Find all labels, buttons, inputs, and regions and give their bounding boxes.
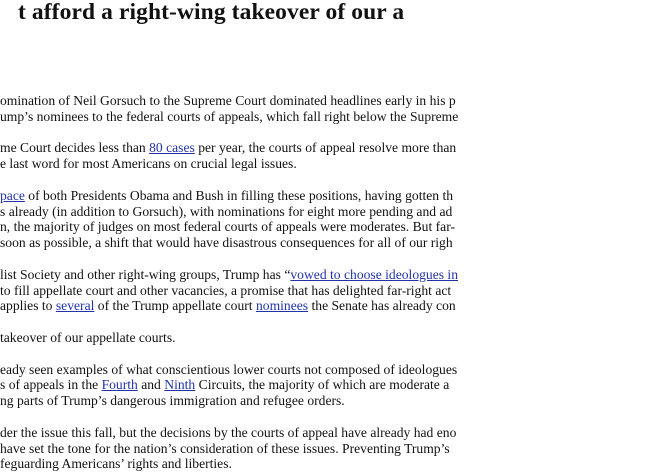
paragraph-gap [0, 409, 560, 425]
text-line [0, 393, 560, 409]
text-run: takeover of our appellate courts. [0, 329, 176, 345]
text-run: eady seen examples of what conscientious lower courts not composed of ideologues [0, 361, 458, 377]
article-title: t afford a right-wing takeover of our a [18, 0, 405, 25]
paragraph-gap [0, 251, 560, 267]
text-run: ump’s nominees to the federal courts of appeals, which fall right below the Supreme [0, 108, 459, 124]
text-line [0, 267, 560, 283]
inline-link[interactable]: Fourth [101, 377, 138, 393]
inline-link[interactable]: nominees [255, 298, 309, 314]
text-line [0, 188, 560, 204]
text-run: e last word for most Americans on crucial legal issues. [0, 156, 297, 172]
article-body [0, 93, 560, 472]
paragraph [0, 425, 560, 472]
text-run: per year, the courts of appeal resolve more than [194, 140, 457, 156]
paragraph [0, 267, 560, 314]
text-run: ng parts of Trump’s dangerous immigration and refugee orders. [0, 393, 345, 409]
paragraph [0, 93, 560, 125]
text-run: of both Presidents Obama and Bush in filling these positions, having gotten th [24, 187, 454, 203]
text-run: the Senate has already con [308, 298, 456, 314]
text-line [0, 140, 560, 156]
text-run: me Court decides less than [0, 140, 150, 156]
text-run: soon as possible, a shift that would have disastrous consequences for all of our righ [0, 235, 453, 251]
paragraph [0, 188, 560, 251]
text-run: omination of Neil Gorsuch to the Supreme Court dominated headlines early in his p [0, 93, 456, 108]
text-line [0, 456, 560, 472]
text-run: n, the majority of judges on most federal courts of appeals were moderates. But far- [0, 219, 455, 235]
inline-link[interactable]: Ninth [164, 377, 196, 393]
text-line [0, 93, 560, 109]
paragraph-gap [0, 125, 560, 141]
text-line [0, 219, 560, 235]
text-line [0, 109, 560, 125]
paragraph [0, 140, 560, 172]
text-run: s of appeals in the [0, 377, 102, 393]
inline-link[interactable]: vowed to choose ideologues in [290, 266, 459, 282]
text-run: applies to [0, 298, 56, 314]
text-run: of the Trump appellate court [94, 298, 256, 314]
text-run: to fill appellate court and other vacancies, a promise that has delighted far-right act [0, 282, 452, 298]
inline-link[interactable]: pace [0, 187, 25, 203]
text-line [0, 330, 560, 346]
text-line [0, 441, 560, 457]
text-run: feguarding Americans’ rights and liberties. [0, 456, 232, 472]
text-run: der the issue this fall, but the decisions by the courts of appeal have already had eno [0, 424, 457, 440]
text-line [0, 204, 560, 220]
paragraph-gap [0, 314, 560, 330]
text-run: Circuits, the majority of which are moderate a [195, 377, 450, 393]
paragraph [0, 330, 560, 346]
inline-link[interactable]: 80 cases [149, 140, 195, 156]
paragraph-gap [0, 346, 560, 362]
text-run: have set the tone for the nation’s consideration of these issues. Preventing Trump’s [0, 440, 450, 456]
text-line [0, 298, 560, 314]
paragraph [0, 362, 560, 409]
text-run: list Society and other right-wing groups, Trump has “ [0, 266, 291, 282]
text-line [0, 283, 560, 299]
text-line [0, 235, 560, 251]
text-line [0, 377, 560, 393]
text-run: and [137, 377, 165, 393]
text-line [0, 425, 560, 441]
text-run: s already (in addition to Gorsuch), with nominations for eight more pending and ad [0, 203, 453, 219]
inline-link[interactable]: several [55, 298, 95, 314]
text-line [0, 362, 560, 378]
text-line [0, 156, 560, 172]
paragraph-gap [0, 172, 560, 188]
